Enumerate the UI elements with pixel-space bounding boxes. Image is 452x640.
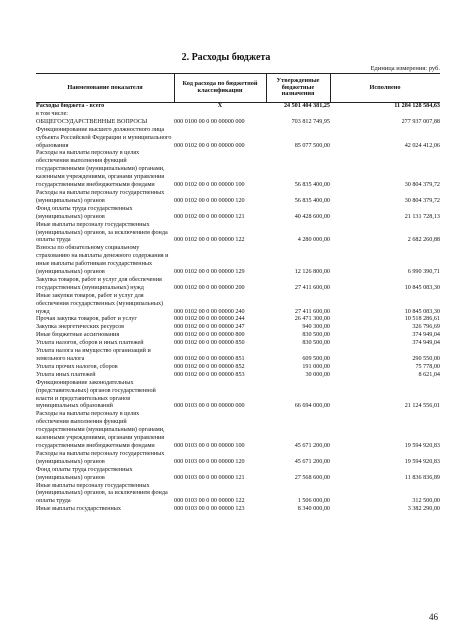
row-name: Уплата налога на имущество организаций и земельного налога (36, 348, 151, 362)
row-code: 000 0102 00 0 00 00000 129 (174, 269, 245, 276)
row-approved: 40 428 600,00 (294, 213, 330, 220)
table-row (36, 119, 440, 127)
row-code: 000 0102 00 0 00 00000 121 (174, 213, 245, 220)
table-row (36, 332, 440, 340)
row-approved: 12 126 800,00 (294, 269, 330, 276)
table-row (36, 483, 440, 507)
row-name: ОБЩЕГОСУДАРСТВЕННЫЕ ВОПРОСЫ (36, 118, 148, 125)
header-approved: Утвержденные бюджетные назначения (276, 76, 320, 98)
row-code: 000 0102 00 0 00 00000 244 (174, 316, 245, 323)
row-executed: 3 382 290,00 (407, 506, 440, 513)
row-name: Прочая закупка товаров, работ и услуг (36, 316, 137, 323)
header-name: Наименование показателя (67, 83, 143, 91)
row-approved: 191 000,00 (302, 363, 330, 370)
table-row (36, 348, 440, 364)
row-executed: 19 594 920,83 (404, 442, 440, 449)
row-executed: 312 500,00 (412, 498, 440, 505)
row-name: Уплата прочих налогов, сборов (36, 363, 118, 370)
table-row (36, 190, 440, 206)
row-executed: 374 949,04 (412, 340, 440, 347)
row-code: 000 0102 00 0 00 00000 853 (174, 371, 245, 378)
row-code: 000 0103 00 0 00 00000 121 (174, 474, 245, 481)
row-name: Взносы по обязательному социальному страхованию на выплаты денежного содержания и иные выплаты работникам государственных (муниципальных) органов (36, 245, 169, 276)
row-executed: 75 778,00 (415, 363, 440, 370)
row-executed: 6 990 390,71 (407, 269, 440, 276)
row-code: 000 0103 00 0 00 00000 122 (174, 498, 245, 505)
row-name: в том числе: (36, 110, 69, 117)
table-header (36, 73, 440, 103)
table-row (36, 277, 440, 293)
row-executed: 290 550,00 (412, 356, 440, 362)
row-code: X (217, 103, 223, 109)
row-code: 000 0102 00 0 00 00000 100 (174, 182, 245, 189)
row-name: Расходы на выплаты персоналу государственных (муниципальных) органов (36, 189, 165, 204)
table-row (36, 103, 440, 111)
row-approved: 30 000,00 (305, 371, 330, 378)
budget-table-body (36, 103, 440, 514)
table-row (36, 206, 440, 222)
row-approved: 45 671 200,00 (294, 458, 330, 465)
row-name: Уплата иных платежей (36, 371, 96, 378)
row-code: 000 0103 00 0 00 00000 100 (174, 442, 245, 449)
table-row (36, 506, 440, 514)
row-approved: 8 340 000,00 (297, 506, 330, 513)
row-executed: 30 804 379,72 (404, 197, 440, 204)
row-code: 000 0100 00 0 00 00000 000 (174, 118, 245, 125)
row-executed: 326 796,69 (412, 324, 440, 331)
row-approved: 56 835 400,00 (294, 182, 330, 189)
row-code: 000 0102 00 0 00 00000 852 (174, 363, 245, 370)
row-executed: 10 845 083,30 (404, 308, 440, 315)
row-executed: 42 024 412,06 (404, 142, 440, 149)
table-row (36, 150, 440, 190)
header-divider (266, 74, 267, 102)
row-code: 000 0102 00 0 00 00000 800 (174, 332, 245, 339)
row-name: Расходы на выплаты персоналу в целях обеспечения выполнения функций государственными (муниципальными) органами, казенными учреждениями, органами управления государственными внебюджетными фондами (36, 150, 165, 189)
table-row (36, 293, 440, 317)
row-executed: 10 845 083,30 (404, 284, 440, 291)
row-name: Функционирование высшего должностного лица субъекта Российской Федерации и муниципального образования (36, 126, 172, 149)
row-code: 000 0102 00 0 00 00000 122 (174, 237, 245, 244)
table-row (36, 411, 440, 451)
row-approved: 27 568 600,00 (294, 474, 330, 481)
row-executed: 21 131 728,13 (404, 213, 440, 220)
row-name: Закупка товаров, работ и услуг для обеспечения государственных (муниципальных) нужд (36, 276, 162, 291)
row-code: 000 0102 00 0 00 00000 200 (174, 284, 245, 291)
row-executed: 30 804 379,72 (404, 182, 440, 189)
row-approved: 940 300,00 (302, 324, 330, 331)
row-approved: 66 694 000,00 (294, 403, 330, 410)
row-executed: 2 682 260,88 (407, 237, 440, 244)
header-divider (330, 74, 331, 102)
row-name: Расходы бюджета - всего (36, 103, 105, 109)
row-code: 000 0103 00 0 00 00000 123 (174, 506, 245, 513)
table-row (36, 127, 440, 151)
row-approved: 27 411 600,00 (294, 308, 330, 315)
table-row (36, 111, 440, 119)
row-name: Уплата налогов, сборов и иных платежей (36, 340, 144, 347)
row-approved: 703 812 749,95 (291, 118, 330, 125)
section-title: 2. Расходы бюджета (181, 52, 271, 63)
table-row (36, 340, 440, 348)
header-executed: Исполнено (369, 83, 401, 91)
row-approved: 609 500,00 (302, 356, 330, 362)
row-code: 000 0102 00 0 00 00000 247 (174, 324, 245, 331)
row-code: 000 0102 00 0 00 00000 120 (174, 197, 245, 204)
row-executed: 277 937 007,88 (401, 118, 440, 125)
row-name: Расходы на выплаты персоналу в целях обеспечения выполнения функций государственными (муниципальными) органами, казенными учреждениями, органами управления государственными внебюджетными фондами (36, 411, 165, 449)
page-number: 46 (429, 612, 438, 622)
header-divider (174, 74, 175, 102)
row-name: Иные закупки товаров, работ и услуг для обеспечения государственных (муниципальных) нужд (36, 292, 164, 315)
row-executed: 19 594 920,83 (404, 458, 440, 465)
row-name: Расходы на выплаты персоналу государственных (муниципальных) органов (36, 450, 165, 465)
row-code: 000 0102 00 0 00 00000 850 (174, 340, 245, 347)
table-row (36, 467, 440, 483)
row-executed: 11 836 836,89 (404, 474, 440, 481)
row-name: Фонд оплаты труда государственных (муниципальных) органов (36, 466, 133, 481)
row-code: 000 0102 00 0 00 00000 240 (174, 308, 245, 315)
row-approved: 27 411 600,00 (294, 284, 330, 291)
table-row (36, 245, 440, 277)
row-name: Функционирование законодательных (представительных) органов государственной власти и представительных органов муниципальных образований (36, 379, 156, 410)
row-approved: 4 280 000,00 (297, 237, 330, 244)
row-code: 000 0103 00 0 00 00000 000 (174, 403, 245, 410)
unit-label: Единица измерения: руб. (370, 65, 440, 72)
row-approved: 85 077 500,00 (294, 142, 330, 149)
row-code: 000 0103 00 0 00 00000 120 (174, 458, 245, 465)
table-row (36, 380, 440, 412)
row-name: Иные выплаты государственных (36, 506, 121, 513)
row-executed: 374 949,04 (412, 332, 440, 339)
table-row (36, 222, 440, 246)
row-approved: 830 500,00 (302, 332, 330, 339)
row-name: Закупка энергетических ресурсов (36, 324, 125, 331)
header-code: Код расхода по бюджетной классификации (182, 80, 258, 94)
table-row (36, 364, 440, 372)
table-row (36, 316, 440, 324)
row-name: Иные выплаты персоналу государственных (муниципальных) органов, за исключением фонда оплаты труда (36, 482, 168, 505)
row-approved: 56 835 400,00 (294, 197, 330, 204)
row-approved: 830 500,00 (302, 340, 330, 347)
row-name: Фонд оплаты труда государственных (муниципальных) органов (36, 205, 133, 220)
row-approved: 45 671 200,00 (294, 442, 330, 449)
row-approved: 1 506 000,00 (297, 498, 330, 505)
row-code: 000 0102 00 0 00 00000 000 (174, 142, 245, 149)
row-code: 000 0102 00 0 00 00000 851 (174, 356, 245, 362)
row-executed: 21 124 556,01 (404, 403, 440, 410)
row-name: Иные бюджетные ассигнования (36, 332, 120, 339)
row-executed: 10 518 286,61 (404, 316, 440, 323)
table-row (36, 451, 440, 467)
row-approved: 24 501 404 381,25 (283, 103, 330, 109)
row-executed: 11 284 128 584,63 (394, 103, 440, 109)
row-name: Иные выплаты персоналу государственных (муниципальных) органов, за исключением фонда оплаты труда (36, 221, 168, 244)
row-executed: 8 621,04 (418, 371, 440, 378)
table-row (36, 372, 440, 380)
row-approved: 26 471 300,00 (294, 316, 330, 323)
